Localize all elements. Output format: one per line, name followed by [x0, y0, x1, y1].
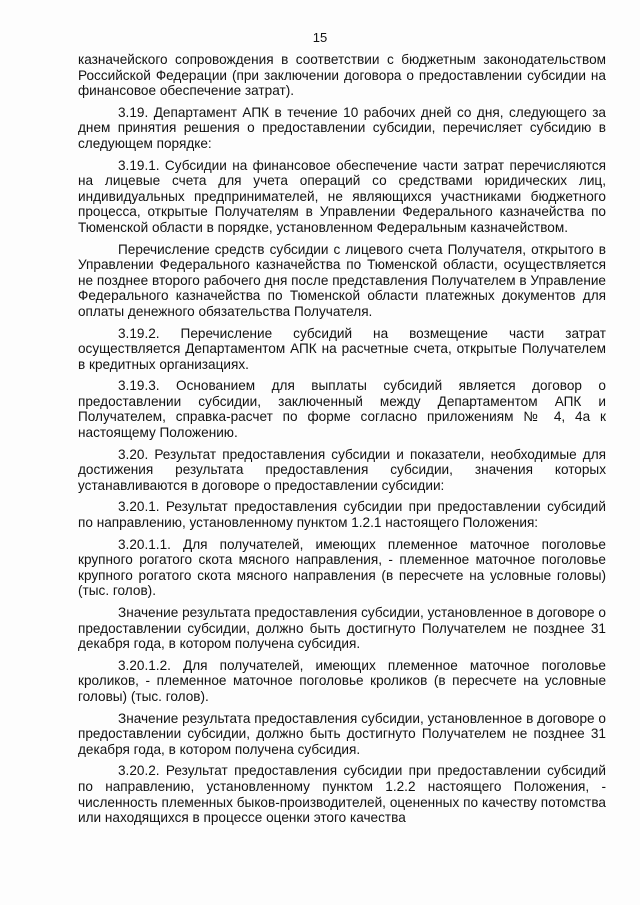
paragraph-3-19-3: 3.19.3. Основанием для выплаты субсидий является договор о предоставлении субсидии, заключенный между Департаментом АПК и Получателем, справка-расчет по форме согласно приложениям № 4, 4а к настоящему Положению.	[78, 378, 606, 441]
paragraph-continuation: казначейского сопровождения в соответствии с бюджетным законодательством Российской Федерации (при заключении договора о предоставлении субсидии на финансовое обеспечение затрат).	[78, 52, 606, 99]
paragraph-3-19-2: 3.19.2. Перечисление субсидий на возмещение части затрат осуществляется Департаментом АПК на расчетные счета, открытые Получателем в кредитных организациях.	[78, 325, 606, 372]
paragraph-3-20: 3.20. Результат предоставления субсидии и показатели, необходимые для достижения результата предоставления субсидии, значения которых устанавливаются в договоре о предоставлении субсидии:	[78, 446, 606, 493]
document-body	[78, 52, 606, 830]
paragraph-result-value-1: Значение результата предоставления субсидии, установленное в договоре о предоставлении субсидии, должно быть достигнуто Получателем не позднее 31 декабря года, в котором получена субсидия.	[78, 605, 606, 652]
paragraph-3-20-2: 3.20.2. Результат предоставления субсидии при предоставлении субсидий по направлению, установленному пунктом 1.2.2 настоящего Положения, - численность племенных быков-производителей, оцененных по качеству потомства или находящихся в процессе оценки этого качества	[78, 763, 606, 826]
paragraph-3-19: 3.19. Департамент АПК в течение 10 рабочих дней со дня, следующего за днем принятия решения о предоставлении субсидии, перечисляет субсидию в следующем порядке:	[78, 104, 606, 151]
paragraph-result-value-2: Значение результата предоставления субсидии, установленное в договоре о предоставлении субсидии, должно быть достигнуто Получателем не позднее 31 декабря года, в котором получена субсидия.	[78, 710, 606, 757]
paragraph-3-19-1: 3.19.1. Субсидии на финансовое обеспечение части затрат перечисляются на лицевые счета для учета операций со средствами юридических лиц, индивидуальных предпринимателей, не являющихся участниками бюджетного процесса, открытые Получателям в Управлении Федерального казначейства по Тюменской области в порядке, установленном Федеральным казначейством.	[78, 157, 606, 235]
paragraph-3-20-1: 3.20.1. Результат предоставления субсидии при предоставлении субсидий по направлению, установленному пунктом 1.2.1 настоящего Положения:	[78, 499, 606, 531]
paragraph-3-20-1-2: 3.20.1.2. Для получателей, имеющих племенное маточное поголовье кроликов, - племенное маточное поголовье кроликов (в пересчете на условные головы) (тыс. голов).	[78, 657, 606, 704]
paragraph-3-20-1-1: 3.20.1.1. Для получателей, имеющих племенное маточное поголовье крупного рогатого скота мясного направления, - племенное маточное поголовье крупного рогатого скота мясного направления (в пересчете на условные головы) (тыс. голов).	[78, 536, 606, 599]
paragraph-transfer-from-account: Перечисление средств субсидии с лицевого счета Получателя, открытого в Управлении Федерального казначейства по Тюменской области, осуществляется не позднее второго рабочего дня после представления Получателем в Управление Федерального казначейства по Тюменской области платежных документов для оплаты денежного обязательства Получателя.	[78, 241, 606, 319]
page-number: 15	[312, 30, 328, 45]
